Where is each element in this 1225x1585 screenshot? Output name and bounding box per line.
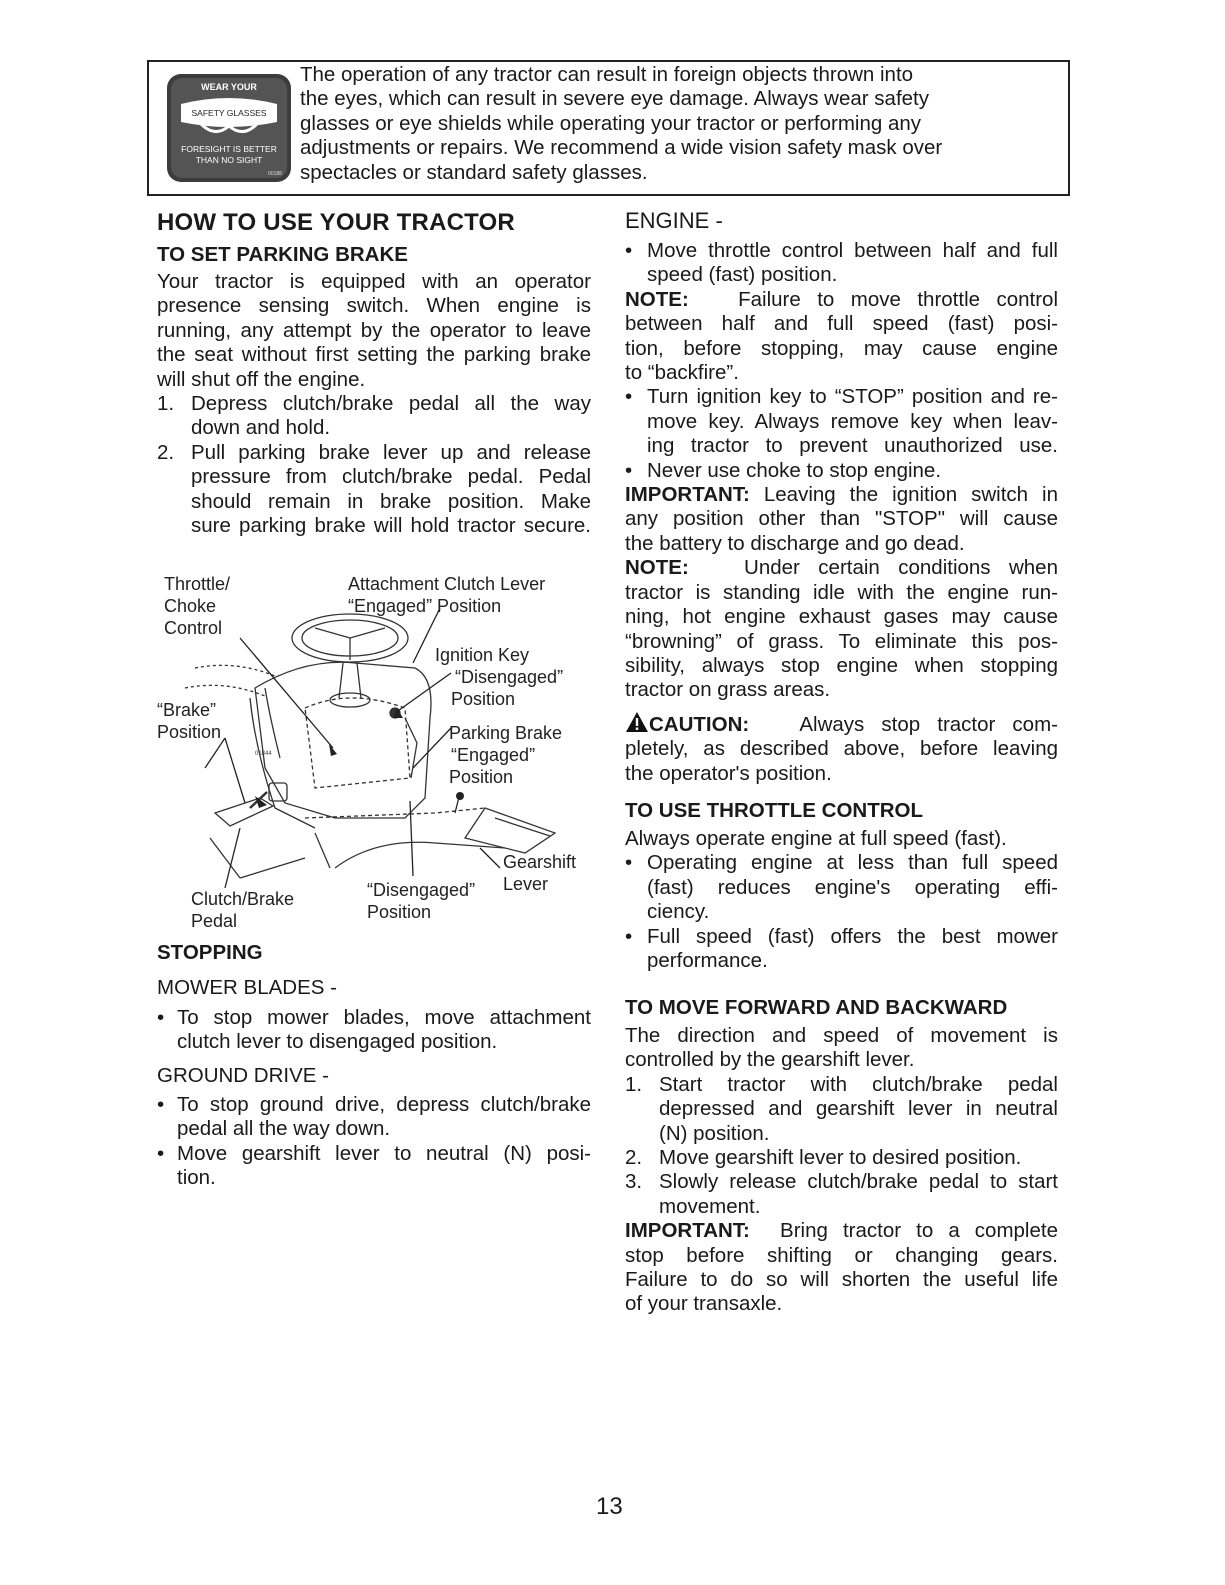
mower-bullets <box>157 1006 591 1055</box>
important-text: Leaving the ignition switch in <box>763 483 1058 507</box>
caution-line <box>625 711 1058 737</box>
tractor-controls-diagram <box>155 568 595 938</box>
label-attachment-clutch <box>348 573 545 617</box>
bullet-line: Turn ignition key to “STOP” position and re- <box>647 385 1058 409</box>
stopping-heading: STOPPING <box>157 941 263 964</box>
bullet-line: ciency. <box>647 900 710 924</box>
label-line: “Engaged” <box>451 745 536 765</box>
step-line: Start tractor with clutch/brake pedal <box>659 1072 1058 1096</box>
bullet-line: Move gearshift lever to neutral (N) posi- <box>177 1141 591 1165</box>
step-line: Move gearshift lever to desired position. <box>659 1146 1022 1170</box>
parking-brake-heading: TO SET PARKING BRAKE <box>157 243 408 266</box>
ground-bullets <box>157 1093 591 1191</box>
icon-line-2: SAFETY GLASSES <box>191 108 267 118</box>
list-item <box>625 1073 1058 1146</box>
move-section <box>625 1024 1058 1317</box>
warning-line: spectacles or standard safety glasses. <box>300 160 648 184</box>
label-parking-brake <box>449 722 562 788</box>
caution-text: Always stop tractor com- <box>799 713 1058 736</box>
bullet-line: pedal all the way down. <box>177 1117 391 1141</box>
label-line: Throttle/ <box>164 574 231 594</box>
safety-warning-text <box>300 63 1060 185</box>
intro-line: presence sensing switch. When engine is <box>157 294 591 318</box>
move-intro-line: The direction and speed of movement is <box>625 1024 1058 1047</box>
step-line: Depress clutch/brake pedal all the way <box>191 392 591 415</box>
caution-line: pletely, as described above, before leaving <box>625 737 1058 761</box>
label-line: Clutch/Brake <box>191 889 295 909</box>
important-line: of your transaxle. <box>625 1292 783 1316</box>
important-line <box>625 1219 1058 1243</box>
bullet-line: performance. <box>647 949 768 973</box>
note-line: to “backfire”. <box>625 361 739 385</box>
label-ignition-key <box>435 644 563 710</box>
label-line: Gearshift <box>503 852 577 872</box>
label-line: “Engaged” Position <box>348 596 502 616</box>
step-number: 1. <box>157 392 175 415</box>
step-line: Slowly release clutch/brake pedal to start <box>659 1170 1058 1194</box>
warning-line: the eyes, which can result in severe eye damage. Always wear safety <box>300 87 929 111</box>
caution-line: the operator's position. <box>625 761 832 785</box>
note-line: between half and full speed (fast) posi- <box>625 312 1058 336</box>
label-line: Attachment Clutch Lever <box>348 574 546 594</box>
parking-steps <box>157 392 591 538</box>
step-number: 1. <box>625 1072 643 1096</box>
move-intro-line: controlled by the gearshift lever. <box>625 1048 915 1072</box>
caution-label: CAUTION: <box>649 713 750 736</box>
bullet-icon: • <box>625 458 633 482</box>
step-line: pressure from clutch/brake pedal. Pedal <box>191 465 591 489</box>
step-line: Pull parking brake lever up and release <box>191 441 591 464</box>
bullet-line: tion. <box>177 1166 216 1190</box>
list-item <box>157 1093 591 1142</box>
icon-line-1: WEAR YOUR <box>201 82 257 92</box>
note-line: sibility, always stop engine when stopping <box>625 653 1058 677</box>
important-line: Failure to do so will shorten the useful life <box>625 1268 1058 1292</box>
note-text: Failure to move throttle control <box>738 287 1058 311</box>
label-line: Lever <box>503 874 549 894</box>
arrow-icon <box>329 744 337 756</box>
note-line: ning, hot engine exhaust gases may cause <box>625 605 1058 629</box>
label-disengaged-position <box>367 879 475 923</box>
note-line: “browning” of grass. To eliminate this pos- <box>625 629 1058 653</box>
step-line: should remain in brake position. Make <box>191 489 591 513</box>
engine-section <box>625 239 1058 703</box>
note-line: tractor on grass areas. <box>625 678 831 702</box>
bullet-line: (fast) reduces engine's operating effi- <box>647 875 1058 899</box>
important-label: IMPORTANT: <box>625 483 750 507</box>
intro-line: running, any attempt by the operator to leave <box>157 318 591 342</box>
intro-line: Your tractor is equipped with an operator <box>157 270 591 293</box>
label-line: Position <box>449 767 514 787</box>
important-text: Bring tractor to a complete <box>780 1219 1058 1243</box>
list-item <box>625 459 1058 483</box>
safety-glasses-icon <box>167 74 291 182</box>
note-line <box>625 288 1058 312</box>
step-line: movement. <box>659 1194 761 1218</box>
label-throttle-choke <box>164 573 230 639</box>
list-item <box>625 385 1058 458</box>
throttle-control-heading: TO USE THROTTLE CONTROL <box>625 799 924 822</box>
bullet-line: speed (fast) position. <box>647 263 838 287</box>
important-line <box>625 483 1058 507</box>
icon-line-4: THAN NO SIGHT <box>195 155 263 165</box>
bullet-icon: • <box>625 851 633 875</box>
label-line: Position <box>451 689 516 709</box>
caution-triangle-icon <box>625 711 649 733</box>
note-text: Under certain conditions when <box>744 556 1058 580</box>
throttle-section <box>625 827 1058 973</box>
note-line: tractor is standing idle with the engine run- <box>625 580 1058 604</box>
list-item <box>157 1006 591 1055</box>
mower-blades-heading: MOWER BLADES - <box>157 976 337 999</box>
bullet-icon: • <box>157 1141 165 1165</box>
bullet-icon: • <box>625 924 633 948</box>
step-line: depressed and gearshift lever in neutral <box>659 1097 1058 1121</box>
bullet-line: Move throttle control between half and full <box>647 239 1058 262</box>
warning-line: adjustments or repairs. We recommend a wide vision safety mask over <box>300 136 943 160</box>
list-item <box>157 1142 591 1191</box>
intro-line: will shut off the engine. <box>157 367 366 391</box>
bullet-icon: • <box>157 1006 165 1029</box>
label-line: Ignition Key <box>435 645 530 665</box>
list-item <box>625 1146 1058 1170</box>
step-line: (N) position. <box>659 1121 770 1145</box>
note-line: tion, before stopping, may cause engine <box>625 336 1058 360</box>
bullet-icon: • <box>625 385 633 409</box>
important-line: any position other than "STOP" will cause <box>625 507 1058 531</box>
important-label: IMPORTANT: <box>625 1219 750 1243</box>
step-number: 3. <box>625 1170 643 1194</box>
list-item <box>625 239 1058 288</box>
caution-block <box>625 711 1058 786</box>
intro-line: the seat without first setting the parking brake <box>157 343 591 367</box>
step-line: down and hold. <box>191 416 331 440</box>
note-line <box>625 556 1058 580</box>
label-line: Position <box>157 722 222 742</box>
knob-icon <box>456 792 464 800</box>
label-line: Control <box>164 618 223 638</box>
important-line: the battery to discharge and go dead. <box>625 531 965 555</box>
list-item <box>625 925 1058 974</box>
list-item <box>625 1170 1058 1219</box>
label-line: “Disengaged” <box>455 667 564 687</box>
bullet-icon: • <box>157 1093 165 1116</box>
bullet-line: Full speed (fast) offers the best mower <box>647 924 1058 948</box>
move-forward-backward-heading: TO MOVE FORWARD AND BACKWARD <box>625 996 1008 1019</box>
label-line: Choke <box>164 596 217 616</box>
engine-heading: ENGINE - <box>625 208 723 233</box>
label-clutch-brake-pedal <box>191 888 294 932</box>
bullet-icon: • <box>625 239 633 262</box>
icon-line-3: FORESIGHT IS BETTER <box>181 144 277 154</box>
step-number: 2. <box>625 1146 643 1170</box>
section-title: HOW TO USE YOUR TRACTOR <box>157 209 515 236</box>
page-number: 13 <box>596 1493 623 1520</box>
bullet-line: To stop ground drive, depress clutch/brake <box>177 1093 591 1116</box>
note-label: NOTE: <box>625 556 689 580</box>
bullet-line: clutch lever to disengaged position. <box>177 1030 498 1054</box>
label-line: “Brake” <box>157 700 217 720</box>
warning-line: The operation of any tractor can result in foreign objects thrown into <box>300 63 914 86</box>
label-line: Pedal <box>191 911 238 931</box>
list-item <box>157 392 591 441</box>
icon-code: 00188 <box>268 171 282 177</box>
diagram-code: 01844 <box>255 751 272 757</box>
step-line: sure parking brake will hold tractor secure. <box>191 514 591 538</box>
step-number: 2. <box>157 441 175 464</box>
throttle-intro: Always operate engine at full speed (fast). <box>625 827 1007 850</box>
list-item <box>157 441 591 539</box>
bullet-line: To stop mower blades, move attachment <box>177 1006 591 1029</box>
label-brake-position <box>157 699 221 743</box>
bullet-line: Never use choke to stop engine. <box>647 458 942 482</box>
label-line: Parking Brake <box>449 723 563 743</box>
label-line: Position <box>367 902 432 922</box>
important-line: stop before shifting or changing gears. <box>625 1243 1058 1267</box>
label-line: “Disengaged” <box>367 880 476 900</box>
ground-drive-heading: GROUND DRIVE - <box>157 1064 329 1087</box>
bullet-line: Operating engine at less than full speed <box>647 851 1058 875</box>
bullet-line: ing tractor to prevent unauthorized use. <box>647 434 1058 458</box>
list-item <box>625 851 1058 924</box>
parking-intro <box>157 270 591 392</box>
note-label: NOTE: <box>625 287 689 311</box>
bullet-line: move key. Always remove key when leav- <box>647 409 1058 433</box>
label-gearshift-lever <box>503 851 576 895</box>
warning-line: glasses or eye shields while operating your tractor or performing any <box>300 111 921 135</box>
